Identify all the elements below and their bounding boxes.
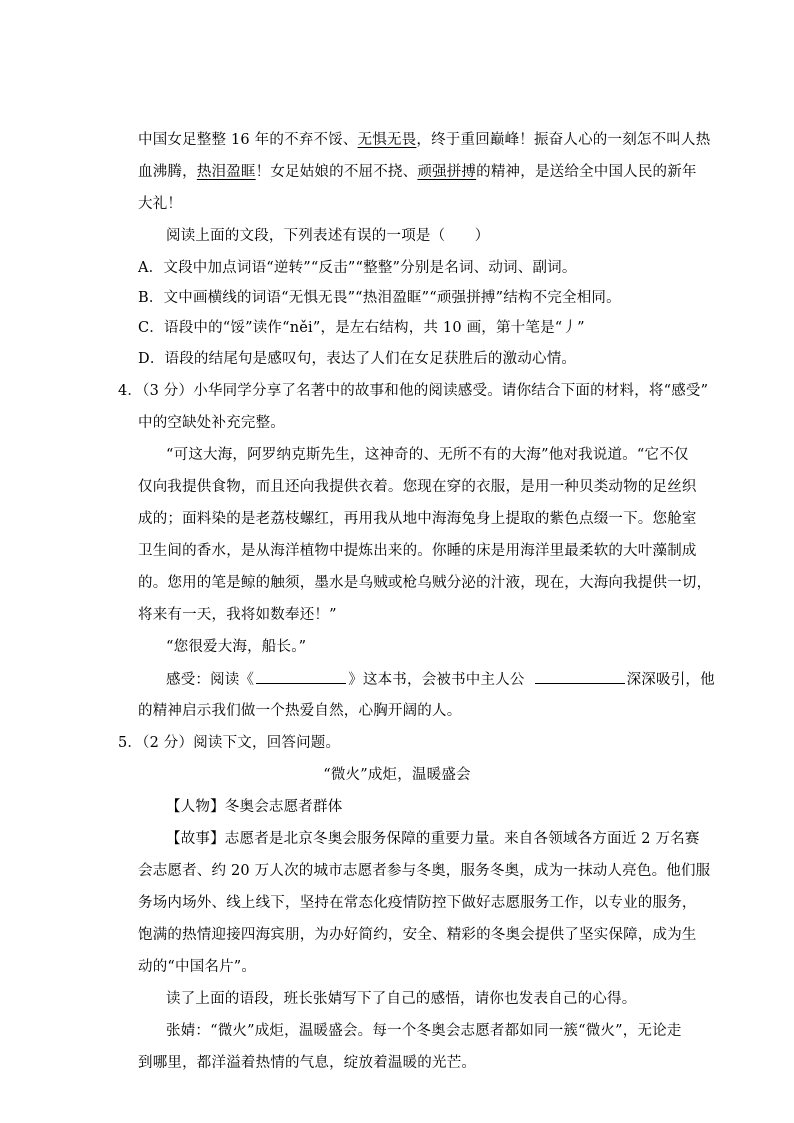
- text-segment: 感受：阅读《: [166, 672, 255, 688]
- q5-stem: 5．（2 分）阅读下文，回答问题。: [118, 735, 341, 751]
- q4-stem-line-2: 中的空缺处补充完整。: [138, 415, 285, 431]
- text-segment: 深深吸引，他: [626, 672, 715, 688]
- text-segment: 》这本书，会被书中主人公: [348, 672, 525, 688]
- text-segment: ，终于重回巅峰！振奋人心的一刻怎不叫人热: [416, 132, 711, 148]
- q3-option-a: A．文段中加点词语“逆转”“反击”“整整”分别是名词、动词、副词。: [138, 260, 577, 276]
- text-segment: 血沸腾，: [138, 164, 197, 180]
- underlined-phrase: 无惧无畏: [357, 132, 417, 148]
- q5-story-line-2: 会志愿者、约 20 万人次的城市志愿者参与冬奥，服务冬奥，成为一抹动人亮色。他们服: [138, 863, 711, 879]
- text-segment: 中国女足整整 16 年的不弃不馁、: [138, 132, 358, 148]
- text-segment: ！女足姑娘的不屈不挠、: [255, 164, 418, 180]
- q4-quote-line-1: “可这大海，阿罗纳克斯先生，这神奇的、无所不有的大海”他对我说道。“它不仅: [166, 447, 689, 463]
- q5-story-line-5: 动的“中国名片”。: [138, 959, 257, 975]
- q4-feel-line-2: 的精神启示我们做一个热爱自然，心胸开阔的人。: [138, 703, 462, 719]
- q5-zhang-line-1: 张婧：“微火”成炬，温暖盛会。每一个冬奥会志愿者都如同一簇“微火”，无论走: [166, 1023, 682, 1039]
- q4-stem-line-1: 4．（3 分）小华同学分享了名著中的故事和他的阅读感受。请你结合下面的材料，将“感受”: [118, 383, 709, 399]
- passage-line-3: 大礼！: [138, 196, 183, 212]
- q3-option-c: C．语段中的“馁”读作“něi”，是左右结构，共 10 画，第十笔是“丿”: [138, 320, 585, 336]
- q4-feel-line-1: [166, 669, 715, 690]
- passage-line-1: [138, 130, 710, 150]
- underlined-phrase: 顽强拼搏: [417, 164, 477, 180]
- underlined-phrase: 热泪盈眶: [196, 164, 256, 180]
- q3-stem: 阅读上面的文段，下列表述有误的一项是（ ）: [166, 228, 490, 244]
- q4-quote-line-6: 将来有一天，我将如数奉还！”: [138, 607, 337, 623]
- q5-person: 【人物】冬奥会志愿者群体: [166, 799, 343, 815]
- q4-quote-line-4: 卫生间的香水，是从海洋植物中提炼出来的。你睡的床是用海洋里最柔软的大叶藻制成: [138, 543, 697, 559]
- q4-quote-line-3: 成的；面料染的是老荔枝螺红，再用我从地中海海兔身上提取的紫色点缀一下。您舱室: [138, 511, 697, 527]
- q4-quote-line-2: 仅向我提供食物，而且还向我提供衣着。您现在穿的衣服，是用一种贝类动物的足丝织: [138, 479, 697, 495]
- q3-option-b: B．文中画横线的词语“无惧无畏”“热泪盈眶”“顽强拼搏”结构不完全相同。: [138, 290, 621, 306]
- q5-story-line-4: 饱满的热情迎接四海宾朋，为办好简约，安全、精彩的冬奥会提供了坚实保障，成为生: [138, 927, 697, 943]
- q4-quote-line-5: 的。您用的笔是鲸的触须，墨水是乌贼或枪乌贼分泌的汁液，现在，大海向我提供一切，: [138, 575, 712, 591]
- book-title-blank[interactable]: [256, 669, 346, 684]
- q3-option-d: D．语段的结尾句是感叹句，表达了人们在女足获胜后的激动心情。: [138, 351, 577, 367]
- q5-prompt: 读了上面的语段，班长张婧写下了自己的感悟，请你也发表自己的心得。: [166, 991, 637, 1007]
- q5-story-line-3: 务场内场外、线上线下，坚持在常态化疫情防控下做好志愿服务工作，以专业的服务，: [138, 895, 697, 911]
- q5-title: “微火”成炬，温暖盛会: [323, 767, 471, 783]
- protagonist-blank[interactable]: [535, 669, 625, 684]
- q5-zhang-line-2: 到哪里，都洋溢着热情的气息，绽放着温暖的光芒。: [138, 1055, 477, 1071]
- q5-story-line-1: 【故事】志愿者是北京冬奥会服务保障的重要力量。来自各领域各方面近 2 万名赛: [166, 831, 700, 847]
- q4-reply: “您很爱大海，船长。”: [166, 639, 307, 655]
- text-segment: 的精神，是送给全中国人民的新年: [476, 164, 697, 180]
- passage-line-2: [138, 162, 697, 182]
